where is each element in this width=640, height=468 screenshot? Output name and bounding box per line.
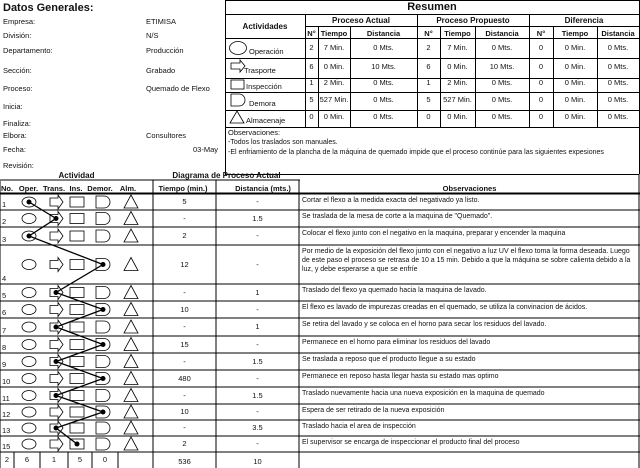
col-header: Alm.	[119, 184, 137, 193]
general-value: Consultores	[146, 131, 187, 140]
summary-cell: 6	[426, 62, 431, 71]
summary-cell: 1	[309, 78, 314, 87]
general-value: Grabado	[146, 66, 176, 75]
inspection-icon	[70, 423, 84, 433]
row-time: 10	[180, 407, 189, 416]
step-marker	[101, 410, 106, 415]
step-marker	[101, 307, 106, 312]
col-header: No.	[0, 184, 14, 193]
total-count: 2	[4, 455, 10, 464]
summary-cell: 5	[426, 95, 431, 104]
transport-icon	[50, 437, 63, 451]
transport-icon	[50, 303, 63, 317]
row-time: -	[183, 322, 186, 331]
group-header-diff: Diferencia	[564, 16, 604, 25]
row-time: -	[183, 213, 186, 223]
operation-icon	[22, 423, 36, 433]
storage-icon	[124, 389, 138, 402]
storage-icon	[124, 405, 138, 418]
step-marker	[54, 426, 59, 431]
observations-label: Observaciones:	[228, 128, 281, 137]
operation-icon	[22, 288, 36, 298]
transport-icon	[50, 338, 63, 352]
row-distance: 3.5	[252, 423, 263, 432]
operation-icon	[22, 374, 36, 384]
step-marker	[54, 216, 59, 221]
col-header: Observaciones	[442, 184, 497, 193]
summary-cell: 7 Min.	[323, 43, 345, 52]
diagram-header: Diagrama de Proceso Actual	[172, 171, 281, 180]
inspection-icon	[70, 322, 84, 332]
row-observation: El supervisor se encarga de inspeccionar el producto final del proceso	[302, 439, 520, 446]
row-observation: Se traslada de la mesa de corte a la maquina de "Quemado".	[302, 213, 493, 220]
inspection-icon	[70, 374, 84, 384]
row-observation: Espera de ser retirado de la nueva exposición	[302, 407, 445, 414]
row-number: 6	[2, 308, 7, 317]
summary-cell: 0 Mts.	[373, 78, 394, 87]
delay-icon	[96, 213, 110, 225]
total-distance: 10	[253, 457, 262, 466]
summary-row-name: Almacenaje	[246, 116, 286, 125]
row-distance: -	[256, 407, 259, 416]
summary-cell: 0 Min.	[564, 43, 586, 52]
general-value: 03-May	[193, 145, 219, 154]
row-time: -	[183, 356, 186, 366]
row-number: 4	[2, 274, 7, 283]
row-distance: 1.5	[252, 390, 263, 400]
delay-icon	[96, 230, 110, 242]
step-marker	[75, 442, 80, 447]
col-header: Ins.	[69, 184, 83, 193]
summary-cell: 0	[538, 95, 544, 104]
summary-row-name: Trasporte	[244, 66, 276, 75]
sub-header: Distancia	[366, 29, 401, 38]
summary-cell: 5	[309, 95, 314, 104]
summary-cell: 2	[309, 43, 314, 52]
summary-cell: 527 Min.	[443, 95, 472, 104]
general-label: Inicia:	[3, 102, 23, 111]
row-observation: Por medio de la exposición del flexo junto con el negativo a luz UV el flexo toma la forma deseada. Luego de este paso el proceso se retrasa de 10 a 15 min. Debido a que la máquina se sobre calienta debido a la luz, y debe esperarse a que se enfríe	[302, 248, 631, 273]
general-title: Datos Generales:	[3, 2, 94, 14]
total-count: 1	[51, 455, 57, 464]
summary-cell: 2 Min.	[323, 78, 345, 87]
summary-cell: 0 Mts.	[491, 43, 513, 52]
summary-cell: 0 Min.	[564, 95, 586, 104]
general-label: Sección:	[3, 66, 32, 75]
summary-cell: 0 Mts.	[491, 95, 513, 104]
step-marker	[101, 262, 106, 267]
row-time: 15	[180, 339, 189, 349]
group-header-actual: Proceso Actual	[332, 16, 390, 25]
row-observation: El flexo es lavado de impurezas creadas en el quemado, se utiliza la convinacion de ácidos.	[302, 304, 588, 311]
delay-icon	[96, 356, 110, 368]
observation-2: -El enfriamiento de la plancha de la máquina de quemado impide que el proceso continúe para las siguientes expesiones	[228, 149, 604, 156]
delay-icon	[96, 422, 110, 434]
row-time: 480	[178, 373, 191, 383]
summary-cell: 2 Min.	[447, 78, 468, 87]
summary-title: Resumen	[407, 1, 457, 13]
row-number: 2	[2, 217, 7, 226]
summary-cell: 7 Min.	[447, 43, 468, 52]
operation-icon	[22, 439, 36, 449]
step-marker	[101, 376, 106, 381]
group-header-proposed: Proceso Propuesto	[436, 16, 510, 25]
activity-header: Actividad	[58, 171, 95, 180]
row-number: 1	[2, 200, 7, 209]
observation-1: -Todos los traslados son manuales.	[228, 139, 338, 146]
row-time: -	[183, 287, 186, 297]
col-header: Oper.	[18, 184, 39, 193]
operation-icon	[22, 322, 36, 332]
storage-icon	[124, 286, 138, 299]
total-time: 536	[178, 457, 191, 466]
inspection-icon	[70, 260, 84, 270]
row-distance: -	[256, 373, 259, 383]
summary-cell: 0 Mts.	[607, 112, 629, 121]
storage-icon	[124, 229, 138, 242]
row-time: 5	[182, 197, 187, 206]
summary-cell: 0 Min.	[447, 112, 468, 121]
summary-cell: 0 Min.	[447, 62, 468, 71]
step-marker	[54, 325, 59, 330]
storage-icon	[124, 421, 138, 434]
row-number: 5	[2, 291, 7, 300]
row-number: 13	[2, 426, 11, 435]
operation-icon	[22, 214, 36, 224]
sub-header: N°	[424, 29, 433, 38]
row-time: 10	[180, 304, 189, 314]
summary-row-name: Demora	[249, 99, 276, 108]
storage-icon	[124, 372, 138, 385]
operation-icon	[22, 340, 36, 350]
transport-icon	[50, 405, 63, 419]
row-number: 7	[2, 326, 7, 335]
transport-icon	[50, 372, 63, 386]
row-distance: -	[256, 259, 259, 269]
inspection-icon	[70, 407, 84, 417]
summary-row-name: Operación	[249, 47, 284, 56]
summary-cell: 0 Min.	[564, 112, 586, 121]
col-header: Demor.	[87, 184, 113, 193]
inspection-icon	[70, 197, 84, 207]
summary-cell: 0 Mts.	[607, 78, 629, 87]
row-observation: Se retira del lavado y se coloca en el horno para secar los residuos del lavado.	[302, 321, 547, 328]
row-distance: 1	[255, 287, 260, 297]
general-value: Quemado de Flexo	[146, 84, 210, 93]
inspection-icon	[70, 391, 84, 401]
row-distance: -	[256, 231, 259, 240]
summary-cell: 0	[426, 112, 431, 121]
row-distance: 1.5	[252, 356, 263, 366]
step-marker	[27, 234, 32, 239]
general-value: ETIMISA	[146, 17, 177, 26]
summary-cell: 0 Mts.	[373, 95, 394, 104]
row-number: 12	[2, 410, 11, 419]
row-distance: -	[256, 304, 259, 314]
storage-icon	[124, 195, 138, 208]
inspection-icon	[70, 214, 84, 224]
row-number: 9	[2, 360, 7, 369]
inspection-icon	[70, 340, 84, 350]
summary-cell: 0	[538, 78, 544, 87]
summary-cell: 0 Mts.	[607, 43, 629, 52]
row-observation: Traslado hacia el area de inspección	[302, 423, 416, 430]
sub-header: N°	[536, 29, 546, 38]
general-label: División:	[3, 31, 32, 40]
step-marker	[54, 290, 59, 295]
sub-header: Distancia	[601, 29, 635, 38]
transport-icon	[50, 195, 63, 209]
general-label: Finaliza:	[3, 119, 31, 128]
general-label: Elbora:	[3, 131, 27, 140]
summary-cell: 0 Mts.	[607, 95, 629, 104]
summary-cell: 0 Mts.	[373, 112, 394, 121]
row-observation: Traslado nuevamente hacia una nueva exposición en la maquina de quemado	[302, 390, 545, 397]
summary-cell: 0	[538, 43, 544, 52]
row-time: 2	[182, 231, 187, 240]
general-label: Proceso:	[3, 84, 33, 93]
summary-cell: 0 Min.	[323, 62, 345, 71]
inspection-icon	[70, 231, 84, 241]
general-label: Departamento:	[3, 46, 53, 55]
col-header: Distancia (mts.)	[235, 184, 291, 193]
summary-cell: 0	[538, 62, 544, 71]
summary-cell: 10 Mts.	[371, 62, 396, 71]
storage-icon	[124, 437, 138, 450]
general-value: Producción	[146, 46, 184, 55]
operation-icon	[22, 391, 36, 401]
row-time: -	[183, 390, 186, 400]
sub-header: Tiempo	[444, 29, 471, 38]
storage-icon	[124, 303, 138, 316]
row-observation: Traslado del flexo ya quemado hacia la maquina de lavado.	[302, 287, 487, 294]
summary-cell: 6	[309, 62, 314, 71]
operation-icon	[22, 357, 36, 367]
row-time: 2	[182, 439, 187, 448]
operation-icon	[22, 407, 36, 417]
row-distance: -	[256, 339, 259, 349]
step-marker	[101, 342, 106, 347]
summary-cell: 10 Mts.	[489, 62, 515, 71]
summary-cell: 1	[426, 78, 431, 87]
operation-icon	[22, 305, 36, 315]
row-distance: -	[256, 439, 259, 448]
sub-header: N°	[307, 29, 316, 38]
sub-header: Distancia	[485, 29, 519, 38]
summary-cell: 0 Mts.	[607, 62, 629, 71]
summary-cell: 0 Mts.	[373, 43, 394, 52]
row-number: 15	[2, 442, 11, 451]
row-time: 12	[180, 259, 189, 269]
row-observation: Colocar el flexo junto con el negativo en la maquina, preparar y encender la maquina	[302, 230, 566, 237]
inspection-icon	[70, 357, 84, 367]
inspection-icon	[70, 288, 84, 298]
general-label: Empresa:	[3, 17, 36, 26]
delay-icon	[96, 196, 110, 208]
summary-cell: 0	[309, 112, 314, 121]
summary-cell: 0 Min.	[323, 112, 345, 121]
transport-icon	[50, 258, 63, 272]
delay-icon	[96, 321, 110, 333]
row-observation: Se traslada a reposo que el producto llegue a su estado	[302, 356, 476, 363]
delay-icon	[96, 287, 110, 299]
storage-icon	[124, 258, 138, 271]
delay-icon	[96, 390, 110, 402]
step-marker	[54, 393, 59, 398]
delay-icon	[96, 438, 110, 450]
operation-icon	[22, 260, 36, 270]
summary-cell: 0	[538, 112, 544, 121]
row-number: 11	[2, 394, 10, 403]
inspection-icon	[70, 305, 84, 315]
storage-icon	[124, 338, 138, 351]
row-observation: Permanece en reposo hasta llegar hasta su estado mas optimo	[302, 373, 499, 380]
sub-header: Tiempo	[561, 29, 589, 38]
storage-icon	[124, 355, 138, 368]
storage-icon	[124, 212, 138, 225]
summary-cell: 0 Mts.	[491, 78, 513, 87]
row-number: 3	[2, 235, 7, 244]
row-time: -	[183, 423, 186, 432]
general-label: Revisión:	[3, 161, 34, 170]
row-distance: -	[256, 197, 259, 206]
transport-icon	[50, 229, 63, 243]
process-flow-line	[29, 202, 103, 444]
col-header: Tiempo (min.)	[158, 184, 208, 193]
summary-cell: 0 Mts.	[491, 112, 513, 121]
total-count: 0	[102, 455, 108, 464]
storage-icon	[124, 320, 138, 333]
total-count: 5	[77, 455, 83, 464]
summary-cell: 0 Min.	[564, 78, 586, 87]
sub-header: Tiempo	[320, 29, 348, 38]
summary-cell: 527 Min.	[319, 95, 349, 104]
activities-header: Actividades	[242, 22, 288, 31]
row-distance: 1.5	[252, 213, 263, 223]
step-marker	[27, 200, 32, 205]
row-observation: Cortar el flexo a la medida exacta del negativado ya listo.	[302, 197, 480, 204]
summary-row-name: Inspección	[246, 82, 282, 91]
row-distance: 1	[255, 322, 260, 331]
total-count: 6	[24, 455, 30, 464]
row-observation: Permanece en el horno para eliminar los residuos del lavado	[302, 339, 491, 346]
summary-cell: 2	[426, 43, 431, 52]
general-value: N/S	[146, 31, 159, 40]
row-number: 8	[2, 343, 7, 352]
row-number: 10	[2, 377, 11, 386]
summary-cell: 0 Min.	[564, 62, 586, 71]
col-header: Trans.	[42, 184, 66, 193]
general-label: Fecha:	[3, 145, 26, 154]
step-marker	[54, 359, 59, 364]
